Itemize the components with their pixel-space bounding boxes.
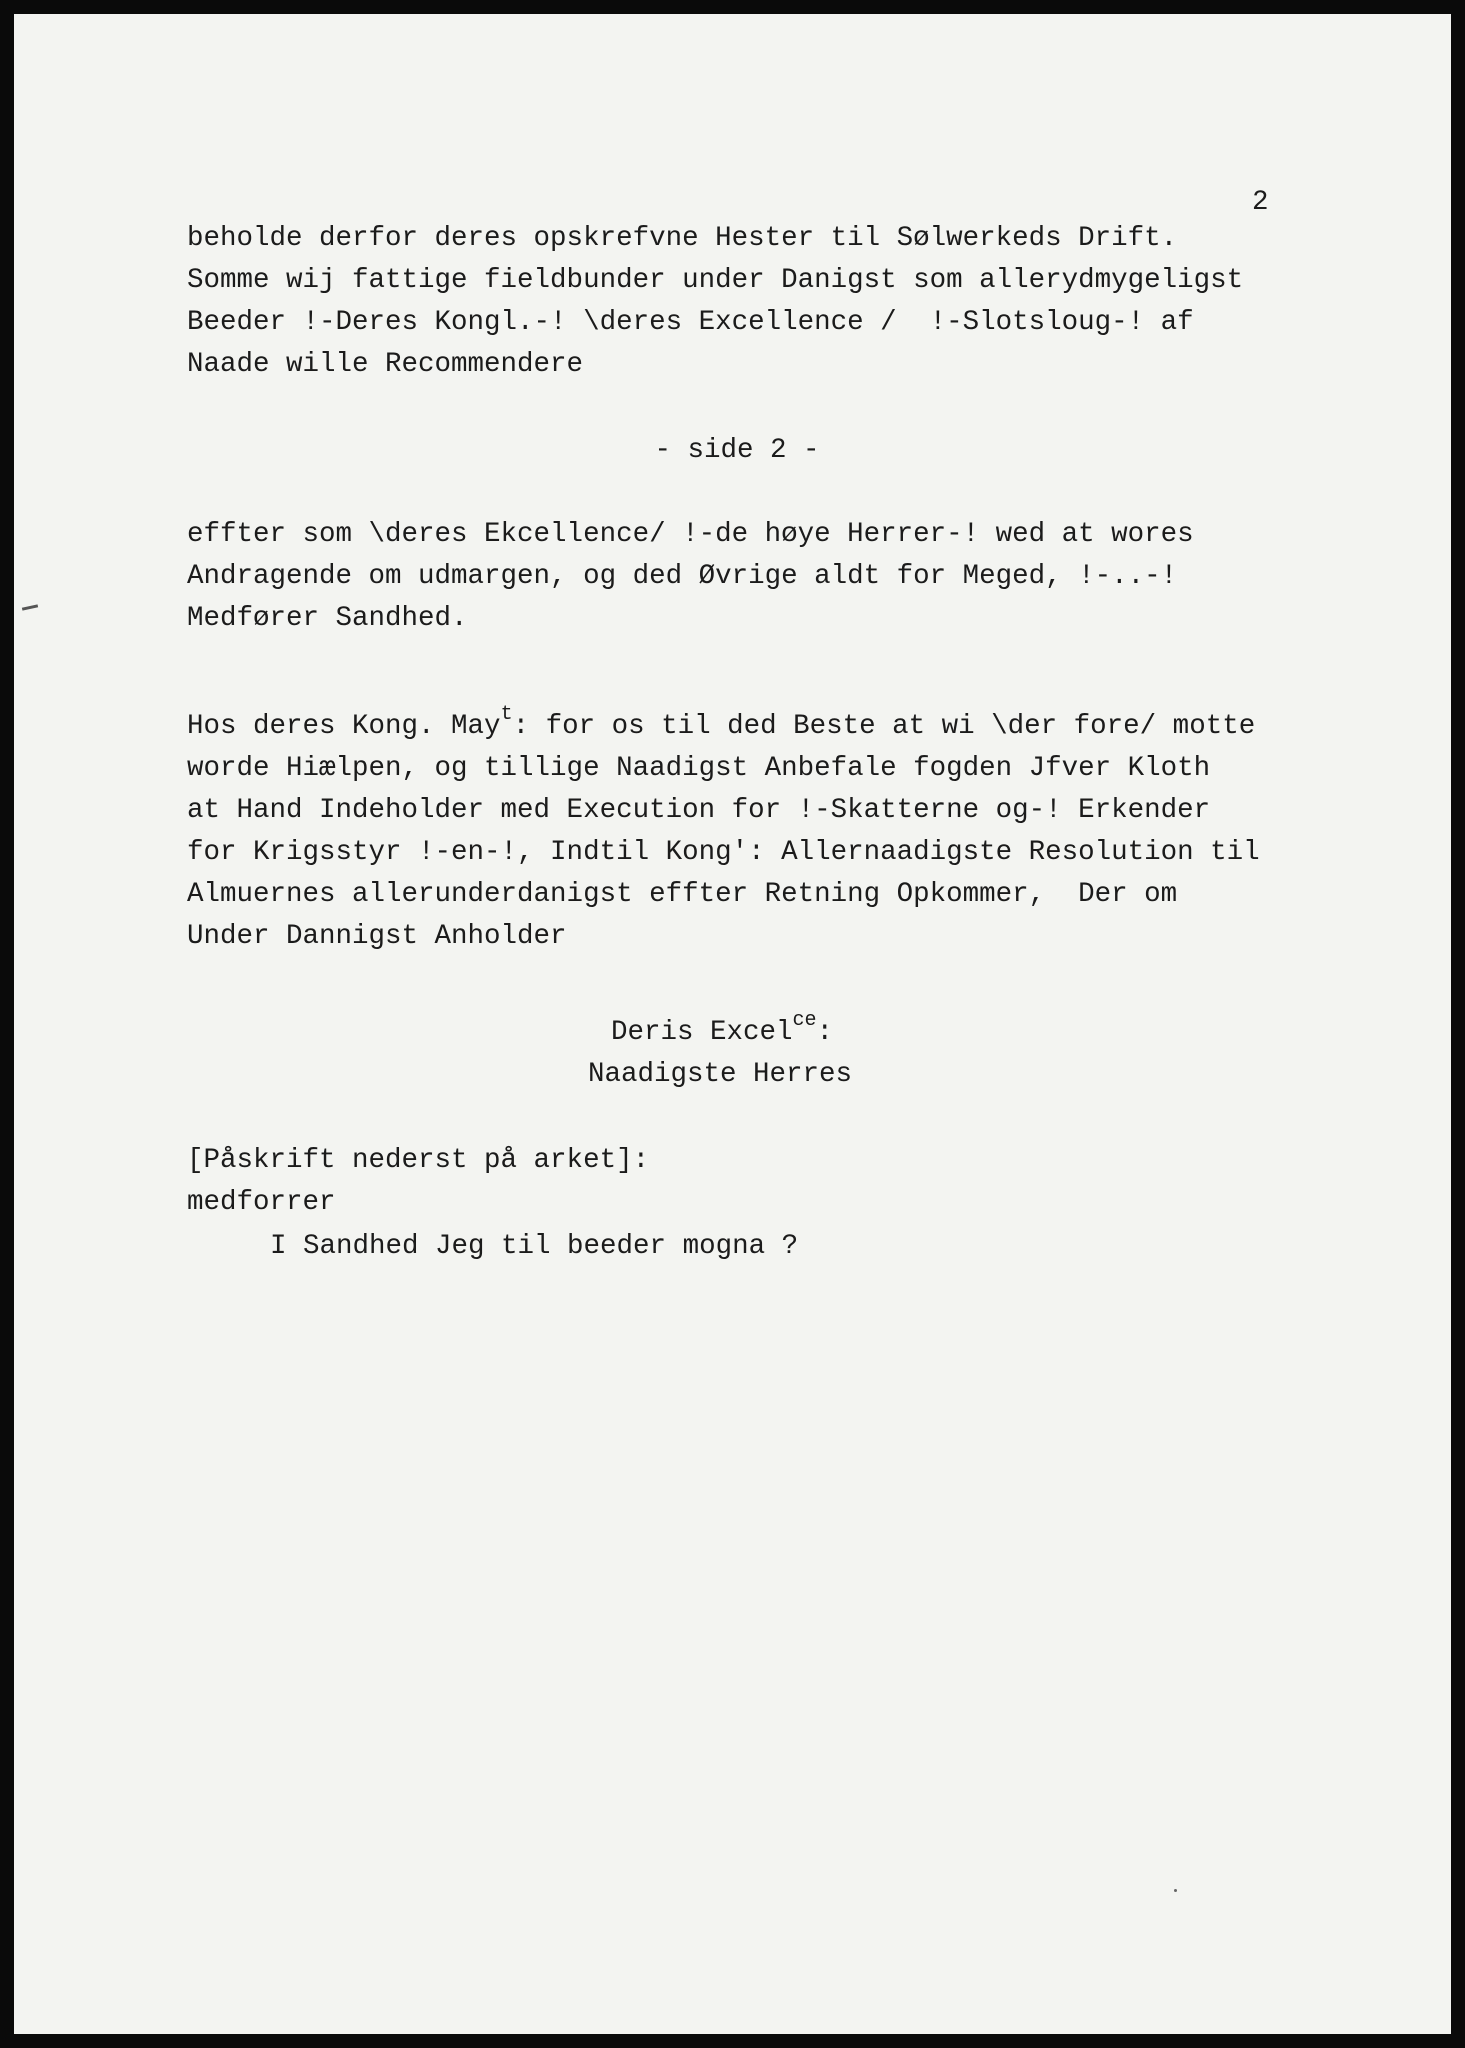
paragraph-3-line-5: Almuernes allerunderdanigst effter Retning Opkommer, Der om <box>187 879 1178 910</box>
paragraph-1-line-3: Beeder !-Deres Kongl.-! \deres Excellence / !-Slotsloug-! af <box>187 307 1194 338</box>
closing-line-1-end: : <box>816 1017 834 1048</box>
closing-line-2: Naadigste Herres <box>588 1059 853 1090</box>
paragraph-3-line-3: at Hand Indeholder med Execution for !-Skatterne og-! Erkender <box>187 795 1211 826</box>
paragraph-3-line-2: worde Hiælpen, og tillige Naadigst Anbefale fogden Jfver Kloth <box>187 753 1211 784</box>
document-page <box>14 14 1451 2034</box>
paragraph-2-line-1: effter som \deres Ekcellence/ !-de høye Herrer-! wed at wores <box>187 519 1194 550</box>
paragraph-3-line-1 <box>187 703 1256 748</box>
paragraph-3-line-1-end: : for os til ded Beste at wi \der fore/ motte <box>512 711 1256 742</box>
closing-line-1 <box>611 1009 834 1054</box>
superscript-ce: ce <box>792 1009 817 1032</box>
paragraph-1-line-1: beholde derfor deres opskrefvne Hester til Sølwerkeds Drift. <box>187 223 1178 254</box>
inscription-line-2: I Sandhed Jeg til beeder mogna ? <box>270 1231 799 1262</box>
inscription-heading: [Påskrift nederst på arket]: <box>187 1145 650 1176</box>
paragraph-1-line-2: Somme wij fattige fieldbunder under Danigst som allerydmygeligst <box>187 265 1244 296</box>
inscription-line-1: medforrer <box>187 1187 336 1218</box>
page-number: 2 <box>1252 187 1269 218</box>
paragraph-2-line-2: Andragende om udmargen, og ded Øvrige aldt for Meged, !-..-! <box>187 561 1178 592</box>
page-marker: - side 2 - <box>654 435 820 466</box>
paper-speck <box>1174 1889 1177 1892</box>
paragraph-3-line-4: for Krigsstyr !-en-!, Indtil Kong': Allernaadigste Resolution til <box>187 837 1260 868</box>
paragraph-3-line-6: Under Dannigst Anholder <box>187 921 567 952</box>
closing-line-1-start: Deris Excel <box>611 1017 793 1048</box>
paragraph-2-line-3: Medfører Sandhed. <box>187 603 468 634</box>
paragraph-1-line-4: Naade wille Recommendere <box>187 349 584 380</box>
paragraph-3-line-1-start: Hos deres Kong. May <box>187 711 501 742</box>
margin-mark <box>22 604 38 610</box>
superscript-t: t <box>500 703 513 726</box>
